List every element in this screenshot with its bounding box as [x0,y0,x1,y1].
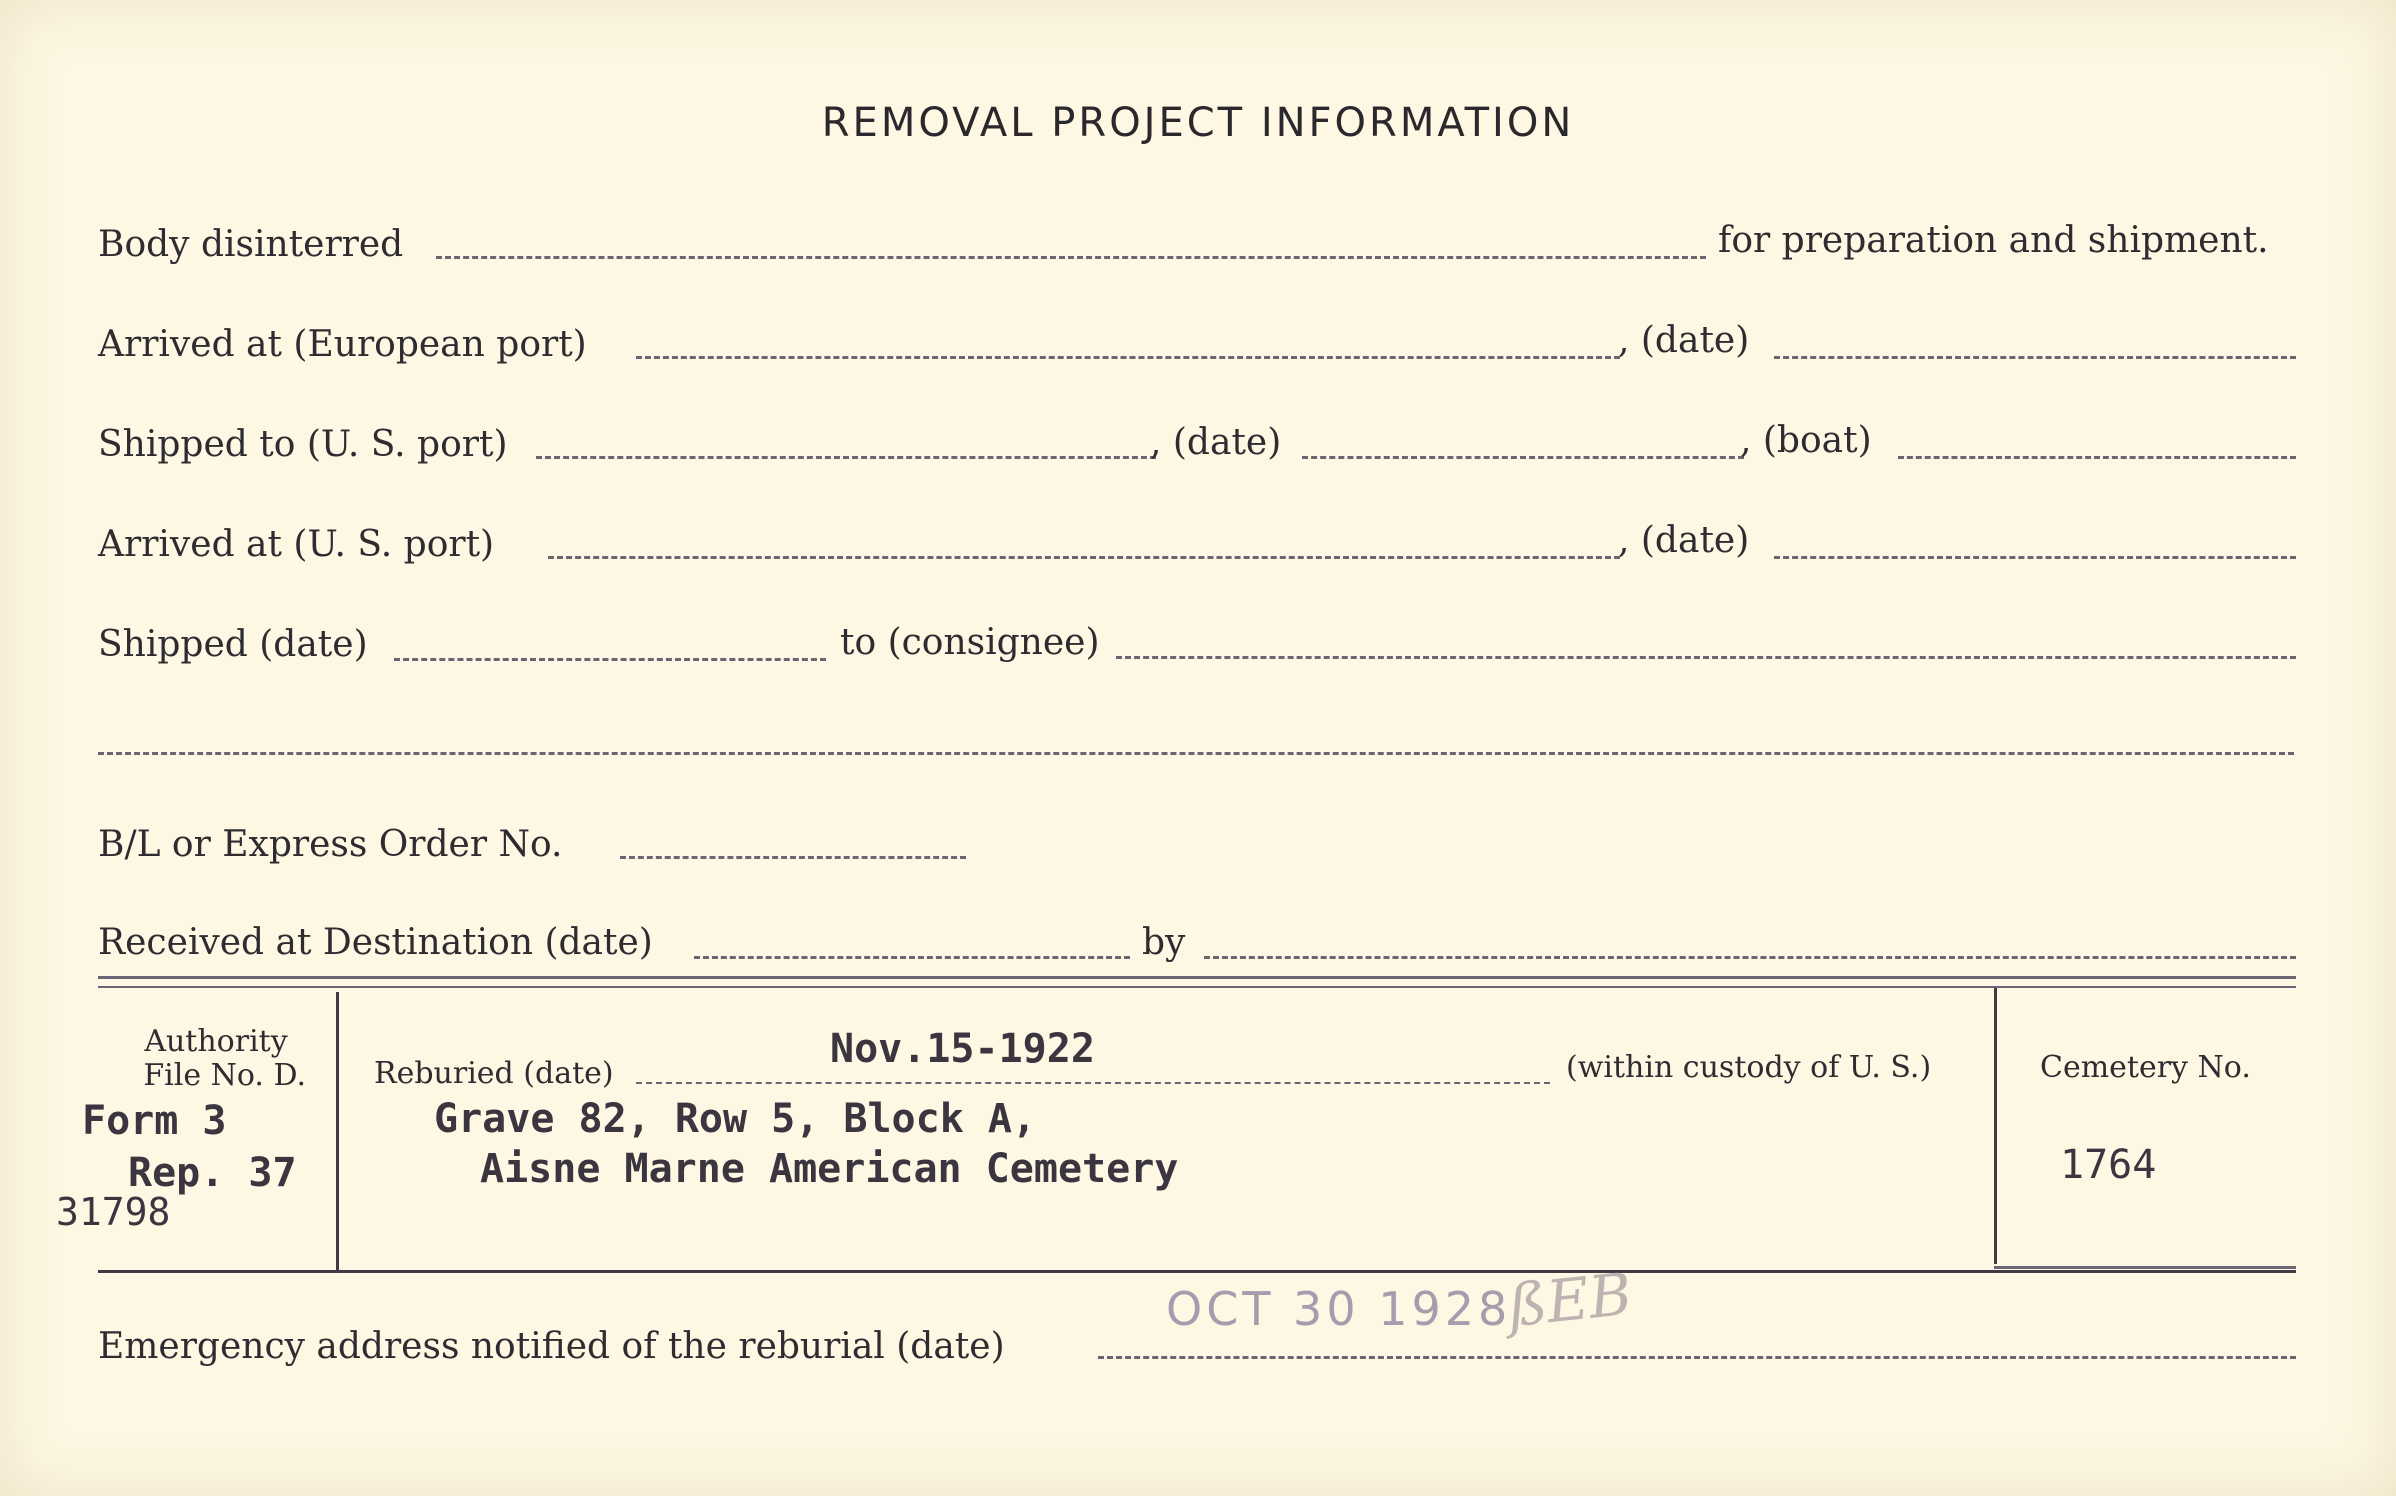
grave-location: Grave 82, Row 5, Block A, [434,1096,1037,1142]
by-label: by [1142,922,1186,963]
page-title: REMOVAL PROJECT INFORMATION [821,100,1575,146]
reburied-date-line [636,1082,1550,1084]
consignee-label: to (consignee) [840,622,1100,663]
shipped-date-line [394,658,826,661]
us-port-line [536,456,1156,459]
boat-line [1898,456,2296,459]
consignee-line [1116,656,2296,659]
date-label-1: , (date) [1618,320,1750,361]
for-preparation-label: for preparation and shipment. [1718,220,2269,261]
received-date-line [694,956,1130,959]
cemetery-divider [1994,988,1997,1264]
divider-top [98,976,2296,979]
shipped-date-label: Shipped (date) [98,624,368,665]
ship-date-line [1302,456,1744,459]
arrived-us-date-line [1774,556,2296,559]
rep-number: Rep. 37 [128,1150,297,1196]
form-number: Form 3 [82,1098,227,1144]
boat-label: , (boat) [1740,420,1872,461]
authority-divider [336,992,339,1270]
divider-top-2 [98,986,2296,988]
date-received-stamp: OCT 30 1928 [1166,1282,1512,1336]
bl-express-order-label: B/L or Express Order No. [98,824,563,865]
custody-label: (within custody of U. S.) [1566,1050,1932,1085]
file-no-label: File No. D. [143,1058,306,1093]
date-label-3: , (date) [1618,520,1750,561]
divider-bottom [98,1270,2296,1273]
handwritten-initials: ßEB [1504,1259,1635,1341]
body-disinterred-label: Body disinterred [98,224,404,265]
emergency-date-line [1098,1356,2296,1359]
cemetery-no-label: Cemetery No. [2040,1050,2251,1085]
arrived-us-port-label: Arrived at (U. S. port) [98,524,495,565]
arrived-us-line [548,556,1620,559]
cemetery-number: 1764 [2060,1142,2157,1188]
cemetery-bottom-rule [1994,1266,2296,1269]
european-port-line [636,356,1620,359]
reburied-label: Reburied (date) [374,1056,614,1091]
cemetery-name: Aisne Marne American Cemetery [480,1146,1179,1192]
received-by-line [1204,956,2296,959]
arrived-european-port-label: Arrived at (European port) [98,324,587,365]
date-label-2: , (date) [1150,422,1282,463]
shipped-us-port-label: Shipped to (U. S. port) [98,424,508,465]
emergency-address-label: Emergency address notified of the reburial (date) [98,1326,1005,1367]
file-number: 31798 [56,1190,171,1234]
reburied-date: Nov.15-1922 [830,1026,1095,1072]
european-date-line [1774,356,2296,359]
body-disinterred-line [436,256,1706,259]
received-destination-label: Received at Destination (date) [98,922,653,963]
bl-order-line [620,856,966,859]
authority-label: Authority [144,1024,288,1059]
consignee-continued-line [98,752,2294,755]
